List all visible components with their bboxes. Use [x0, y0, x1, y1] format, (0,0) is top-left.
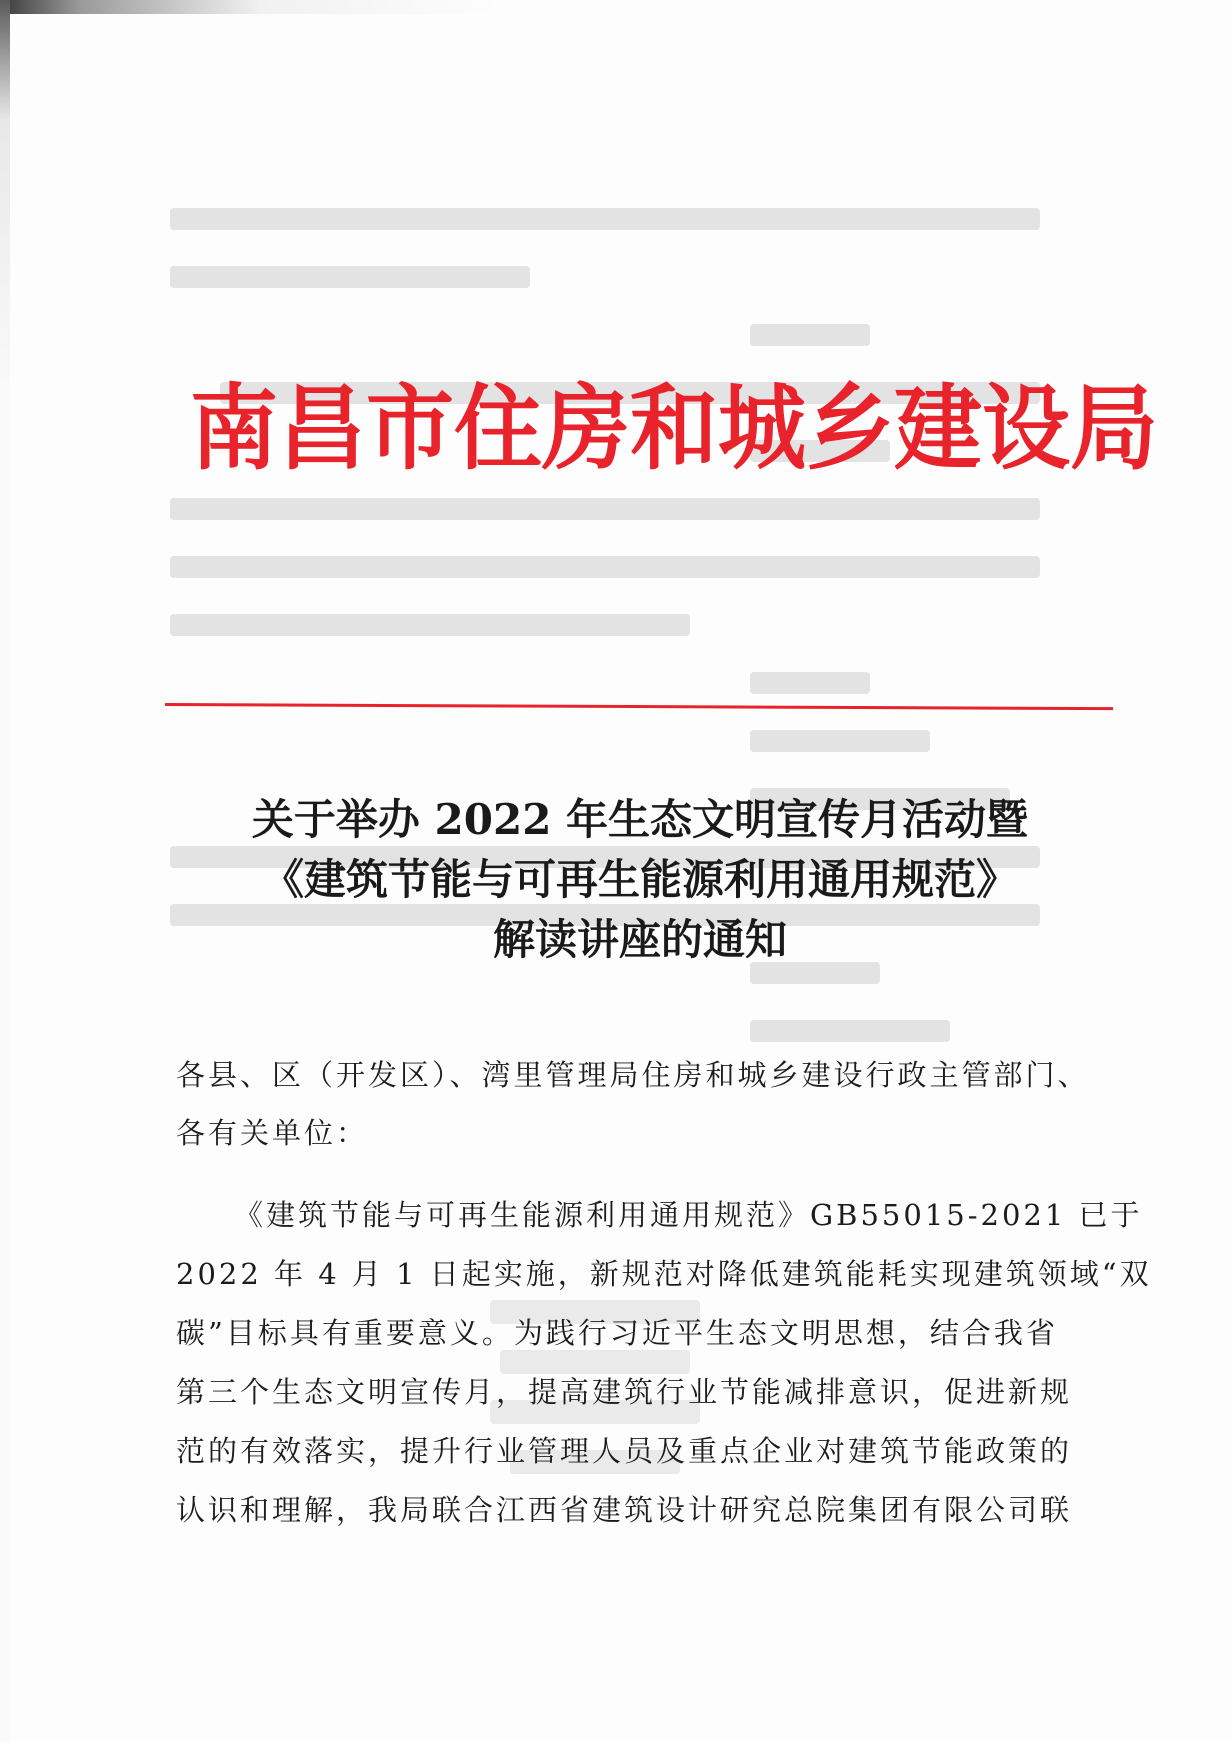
issuing-authority-header: 南昌市住房和城乡建设局 — [190, 373, 1159, 483]
body-line: 2022 年 4 月 1 日起实施，新规范对降低建筑能耗实现建筑领域“双 — [176, 1257, 1152, 1291]
body-line: 第三个生态文明宣传月，提高建筑行业节能减排意识，促进新规 — [176, 1375, 1073, 1409]
document-title — [160, 790, 1120, 970]
body-paragraph — [176, 1186, 1152, 1540]
scan-edge-left — [0, 0, 10, 1742]
body-line: 范的有效落实，提升行业管理人员及重点企业对建筑节能政策的 — [176, 1434, 1073, 1468]
salutation — [176, 1046, 1116, 1162]
title-line-3: 解读讲座的通知 — [492, 915, 787, 964]
salutation-line-1: 各县、区（开发区）、湾里管理局住房和城乡建设行政主管部门、 — [176, 1058, 1090, 1092]
body-line: 碳”目标具有重要意义。为践行习近平生态文明思想，结合我省 — [176, 1316, 1058, 1350]
body-line: 认识和理解，我局联合江西省建筑设计研究总院集团有限公司联 — [176, 1493, 1073, 1527]
body-line: 《建筑节能与可再生能源利用通用规范》GB55015-2021 已于 — [234, 1198, 1143, 1232]
title-line-1: 关于举办 2022 年生态文明宣传月活动暨 — [251, 795, 1029, 844]
scan-edge-top — [0, 0, 1232, 14]
salutation-line-2: 各有关单位： — [176, 1116, 369, 1150]
title-line-2: 《建筑节能与可再生能源利用通用规范》 — [261, 855, 1018, 904]
